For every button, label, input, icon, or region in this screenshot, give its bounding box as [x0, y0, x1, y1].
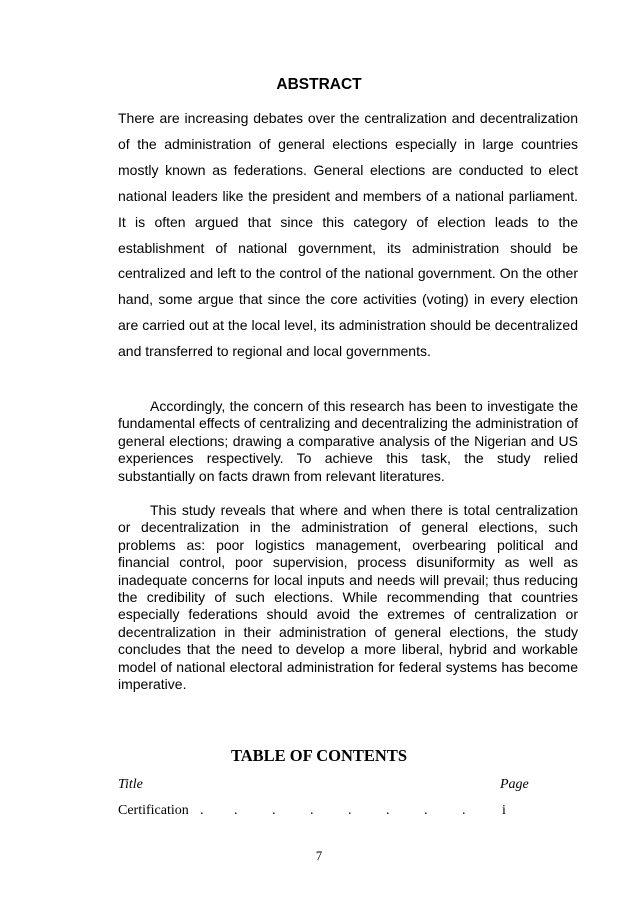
abstract-heading: ABSTRACT	[276, 76, 362, 93]
toc-leader-dot: .	[348, 803, 352, 818]
toc-leader-dot: .	[272, 803, 276, 818]
toc-leader-dot: .	[200, 803, 204, 818]
page-number: 7	[315, 849, 323, 863]
toc-leader-dot: .	[424, 803, 428, 818]
toc-title-column-label: Title	[118, 777, 143, 792]
toc-leader-dot: .	[462, 803, 466, 818]
abstract-paragraph-2: Accordingly, the concern of this research has been to investigate the fundamental effects of centralizing and decentralizing the administration of general elections; drawing a comparative analysis of the Nigerian and US experiences respectively. To achieve this task, the study relied substantially on facts drawn from relevant literatures.	[118, 398, 578, 484]
toc-leader-dot: .	[386, 803, 390, 818]
toc-heading: TABLE OF CONTENTS	[230, 746, 408, 765]
toc-leader-dot: .	[234, 803, 238, 818]
toc-entry-title: Certification	[118, 803, 189, 818]
toc-page-column-label: Page	[500, 777, 529, 792]
abstract-paragraph-3: This study reveals that where and when there is total centralization or decentralization in the administration of general elections, such problems as: poor logistics management, overbearing political and financial control, poor supervision, process disuniformity as well as inadequate concerns for local inputs and needs will prevail; thus reducing the credibility of such elections. While recommending that countries especially federations should avoid the extremes of centralization or decentralization in their administration of general elections, the study concludes that the need to develop a more liberal, hybrid and workable model of national electoral administration for federal systems has become imperative.	[118, 502, 578, 693]
abstract-paragraph-1: There are increasing debates over the centralization and decentralization of the administration of general elections especially in large countries mostly known as federations. General elections are conducted to elect national leaders like the president and members of a national parliament. It is often argued that since this category of election leads to the establishment of national government, its administration should be centralized and left to the control of the national government. On the other hand, some argue that since the core activities (voting) in every election are carried out at the local level, its administration should be decentralized and transferred to regional and local governments.	[118, 110, 578, 360]
toc-entry-page: i	[502, 803, 506, 818]
toc-leader-dot: .	[310, 803, 314, 818]
toc-column-headers	[118, 777, 578, 793]
